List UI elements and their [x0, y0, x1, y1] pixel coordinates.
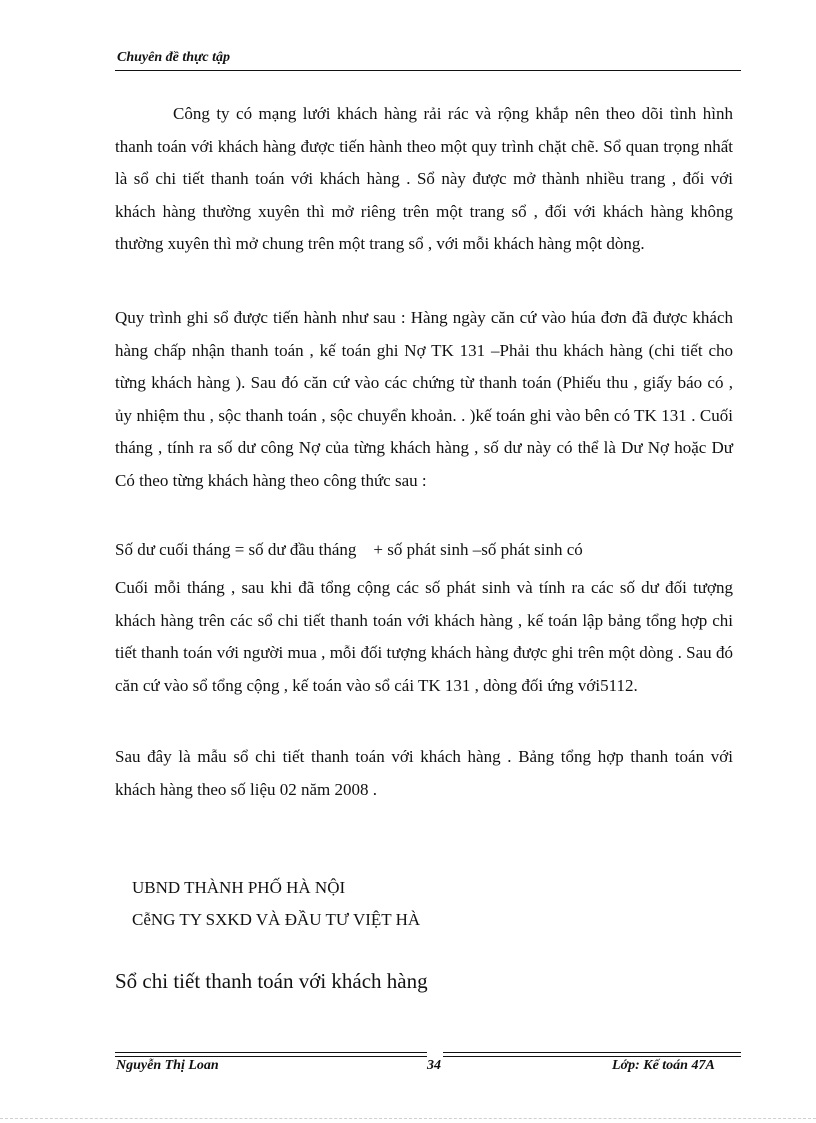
organization-block — [132, 872, 420, 936]
org-line-2: CễNG TY SXKD VÀ ĐẦU TƯ VIỆT HÀ — [132, 910, 421, 929]
paragraph-5 — [115, 741, 733, 806]
paragraph-text: Quy trình ghi sổ được tiến hành như sau : Hàng ngày căn cứ vào húa đơn đã được khách hàng chấp nhận thanh toán , kế toán ghi Nợ TK 131 –Phải thu khách hàng (chi tiết cho từng khách hàng ). Sau đó căn cứ vào các chứng từ thanh toán (Phiếu thu , giấy báo có , ủy nhiệm thu , sộc thanh toán , sộc chuyển khoản. . )kế toán ghi vào bên có TK 131 . Cuối tháng , tính ra số dư công Nợ của từng khách hàng , số dư này có thể là Dư Nợ hoặc Dư Có theo từng khách hàng theo công thức sau : — [115, 308, 733, 490]
page-edge-divider — [0, 1118, 816, 1119]
paragraph-1 — [115, 98, 733, 261]
footer-class: Lớp: Kế toán 47A — [612, 1058, 715, 1073]
page-header — [115, 48, 741, 71]
formula-line — [115, 534, 733, 567]
paragraph-text: Công ty có mạng lưới khách hàng rải rác và rộng khắp nên theo dõi tình hình thanh toán với khách hàng được tiến hành theo một quy trình chặt chẽ. Sổ quan trọng nhất là sổ chi tiết thanh toán với khách hàng . Sổ này được mở thành nhiều trang , đối với khách hàng thường xuyên thì mở riêng trên một trang sổ , đối với khách hàng không thường xuyên thì mở chung trên một trang sổ , với mỗi khách hàng một dòng. — [115, 104, 733, 253]
paragraph-text: Sau đây là mẫu sổ chi tiết thanh toán với khách hàng . Bảng tổng hợp thanh toán với khách hàng theo số liệu 02 năm 2008 . — [115, 747, 733, 799]
paragraph-text: Số dư cuối tháng = số dư đầu tháng + số phát sinh –số phát sinh có — [115, 540, 583, 559]
paragraph-text: Cuối mỗi tháng , sau khi đã tổng cộng các số phát sinh và tính ra các số dư đối tượng khách hàng trên các sổ chi tiết thanh toán với khách hàng , kế toán lập bảng tổng hợp chi tiết thanh toán với người mua , mỗi đối tượng khách hàng được ghi trên một dòng . Sau đó căn cứ vào sổ tổng cộng , kế toán vào sổ cái TK 131 , dòng đối ứng với5112. — [115, 578, 733, 695]
footer-rule-right — [443, 1052, 741, 1057]
paragraph-2 — [115, 302, 733, 497]
paragraph-4 — [115, 572, 733, 702]
footer-author: Nguyễn Thị Loan — [116, 1058, 219, 1073]
footer-rule-left — [115, 1052, 427, 1057]
org-line-1: UBND THÀNH PHỐ HÀ NỘI — [132, 878, 346, 897]
ledger-title: Sổ chi tiết thanh toán với khách hàng — [115, 969, 428, 993]
header-title: Chuyên đề thực tập — [117, 50, 231, 65]
footer-page-number: 34 — [427, 1058, 441, 1073]
